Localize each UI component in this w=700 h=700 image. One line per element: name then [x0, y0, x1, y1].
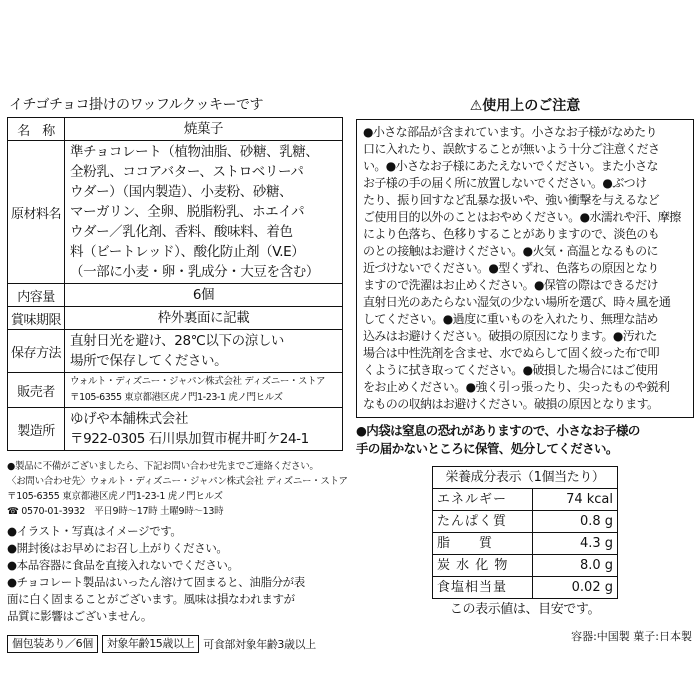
note-bullet: ●本品容器に食品を直接入れないでください。	[7, 558, 239, 572]
seller-address: 〒105-6355 東京都港区虎ノ門1-23-1 虎ノ門ヒルズ	[70, 392, 283, 403]
content-value: 6個	[65, 284, 343, 307]
ingredients-line: （一部に小麦・卵・乳成分・大豆を含む）	[70, 264, 319, 280]
caution-line: 近づけないでください。●型くずれ、色落ちの原因となり	[363, 261, 659, 275]
caution-line: してください。●過度に重いものを入れたり、無理な詰め	[363, 312, 658, 326]
contact-line: 〈お問い合わせ先〉ウォルト・ディズニー・ジャパン株式会社 ディズニー・ストア	[7, 476, 348, 487]
nutrition-row	[433, 577, 618, 599]
nutrition-row	[433, 555, 618, 577]
nutrition-header: 栄養成分表示（1個当たり）	[433, 467, 618, 489]
caution-line: ますので洗濯はお止めください。●保管の際はできるだけ	[363, 278, 658, 292]
product-info-table	[7, 117, 343, 451]
warning-line: ●内袋は窒息の恐れがありますので、小さなお子様の	[356, 423, 640, 438]
nutrition-table	[432, 466, 618, 599]
caution-line: をお止めください。●強く引っ張ったり、尖ったものや鋭利	[363, 380, 670, 394]
contact-line: 〒105-6355 東京都港区虎ノ門1-23-1 虎ノ門ヒルズ	[7, 491, 223, 502]
expiry-label: 賞味期限	[8, 307, 65, 330]
content-label: 内容量	[8, 284, 65, 307]
note-bullet: ●イラスト・写真はイメージです。	[7, 524, 182, 538]
row-ingredients	[8, 141, 343, 284]
maker-value	[65, 408, 343, 451]
age-target-tag: 対象年齢15歳以上	[102, 635, 199, 653]
notes-section	[7, 459, 348, 653]
caution-line: くように拭き取ってください。●破損した場合にはご使用	[363, 363, 658, 377]
caution-line: 込みはお避けください。破損の原因になります。●汚れた	[363, 329, 657, 343]
ingredients-line: 全粉乳、ココアバター、ストロベリーパ	[70, 164, 304, 180]
product-description: イチゴチョコ掛けのワッフルクッキーです	[9, 97, 263, 113]
expiry-value: 枠外裏面に記載	[65, 307, 343, 330]
left-column	[7, 95, 348, 653]
ingredients-line: ウダー／乳化剤、香料、酸味料、着色	[70, 224, 293, 240]
row-name	[8, 118, 343, 141]
nutrition-header-row	[433, 467, 618, 489]
individual-pack-tag: 個包装あり／6個	[7, 635, 98, 653]
maker-company: ゆげや本舗株式会社	[70, 411, 188, 427]
storage-line: 直射日光を避け、28℃以下の涼しい	[70, 333, 285, 349]
seller-value	[65, 373, 343, 408]
row-expiry	[8, 307, 343, 330]
nutrition-note: この表示値は、目安です。	[449, 602, 601, 617]
name-value: 焼菓子	[65, 118, 343, 141]
note-bullet: 品質に影響はございません。	[7, 609, 152, 623]
note-bullet: ●開封後はお早めにお召し上がりください。	[7, 541, 228, 555]
package-tags	[7, 635, 343, 653]
seller-label: 販売者	[8, 373, 65, 408]
caution-line: のとの接触はお避けください。●火気・高温となるものに	[363, 244, 658, 258]
edible-age-text: 可食部対象年齢3歳以上	[203, 637, 316, 651]
maker-address: 〒922-0305 石川県加賀市梶井町ケ24-1	[70, 431, 309, 447]
storage-label: 保存方法	[8, 330, 65, 373]
caution-line: お子様の手の届く所に放置しないでください。●ぶつけ	[363, 176, 647, 190]
ingredients-line: 準チョコレート（植物油脂、砂糖、乳糖、	[70, 144, 319, 160]
ingredients-value	[65, 141, 343, 284]
nutrient-value: 4.3 g	[533, 533, 618, 555]
nutrition-row	[433, 489, 618, 511]
caution-line: 直射日光のあたらない湿気の少ない場所を選び、時々風を通	[363, 295, 671, 309]
caution-line: により色落ち、色移りすることがありますので、淡色のも	[363, 227, 660, 241]
note-bullet: ●チョコレート製品はいったん溶けて固まると、油脂分が表	[7, 575, 305, 589]
caution-line: なものの収納はお避けください。破損の原因となります。	[363, 397, 659, 411]
storage-line: 場所で保存してください。	[70, 353, 228, 369]
caution-line: たり、振り回すなど乱暴な扱いや、強い衝撃を与えるなど	[363, 193, 660, 207]
ingredients-label: 原材料名	[8, 141, 65, 284]
name-label: 名 称	[8, 118, 65, 141]
ingredients-line: マーガリン、全卵、脱脂粉乳、ホエイパ	[70, 204, 305, 220]
caution-line: い。●小さなお子様にあたえないでください。また小さな	[363, 159, 658, 173]
storage-value	[65, 330, 343, 373]
row-content	[8, 284, 343, 307]
nutrient-name: 炭 水 化 物	[433, 555, 533, 577]
nutrient-name: たんぱく質	[433, 511, 533, 533]
ingredients-line: ウダー）（国内製造）、小麦粉、砂糖、	[70, 184, 293, 200]
caution-line: 場合は中性洗剤を含ませ、水でぬらして固く絞った布で叩	[363, 346, 660, 360]
nutrient-name: 食塩相当量	[433, 577, 533, 599]
row-seller	[8, 373, 343, 408]
caution-line: ●小さな部品が含まれています。小さなお子様がなめたり	[363, 125, 657, 139]
seller-company: ウォルト・ディズニー・ジャパン株式会社 ディズニー・ストア	[70, 376, 326, 387]
nutrient-value: 8.0 g	[533, 555, 618, 577]
caution-line: 口に入れたり、誤飲することが無いよう十分ご注意くださ	[363, 142, 660, 156]
suffocation-warning	[356, 422, 694, 458]
caution-box	[356, 119, 694, 418]
nutrition-row	[433, 511, 618, 533]
maker-label: 製造所	[8, 408, 65, 451]
right-column	[356, 95, 694, 646]
note-bullet: 面に白く固まることがございます。風味は損なわれますが	[7, 592, 295, 606]
nutrient-value: 0.02 g	[533, 577, 618, 599]
row-maker	[8, 408, 343, 451]
nutrition-row	[433, 533, 618, 555]
nutrition-facts	[432, 466, 618, 620]
caution-title: ⚠使用上のご注意	[469, 98, 581, 114]
nutrient-value: 0.8 g	[533, 511, 618, 533]
nutrient-name: 脂 質	[433, 533, 533, 555]
warning-line: 手の届かないところに保管、処分してください。	[356, 441, 618, 456]
nutrient-value: 74 kcal	[533, 489, 618, 511]
ingredients-line: 料（ビートレッド）、酸化防止剤（V.E）	[70, 244, 305, 260]
country-of-origin: 容器:中国製 菓子:日本製	[571, 630, 692, 643]
caution-line: ご使用目的以外のことはおやめください。●水濡れや汗、摩擦	[363, 210, 681, 224]
nutrient-name: エネルギー	[433, 489, 533, 511]
row-storage	[8, 330, 343, 373]
contact-phone: ☎ 0570-01-3932 平日9時〜17時 土曜9時〜13時	[7, 506, 224, 517]
contact-line: ●製品に不備がございましたら、下記お問い合わせ先までご連絡ください。	[7, 461, 319, 472]
